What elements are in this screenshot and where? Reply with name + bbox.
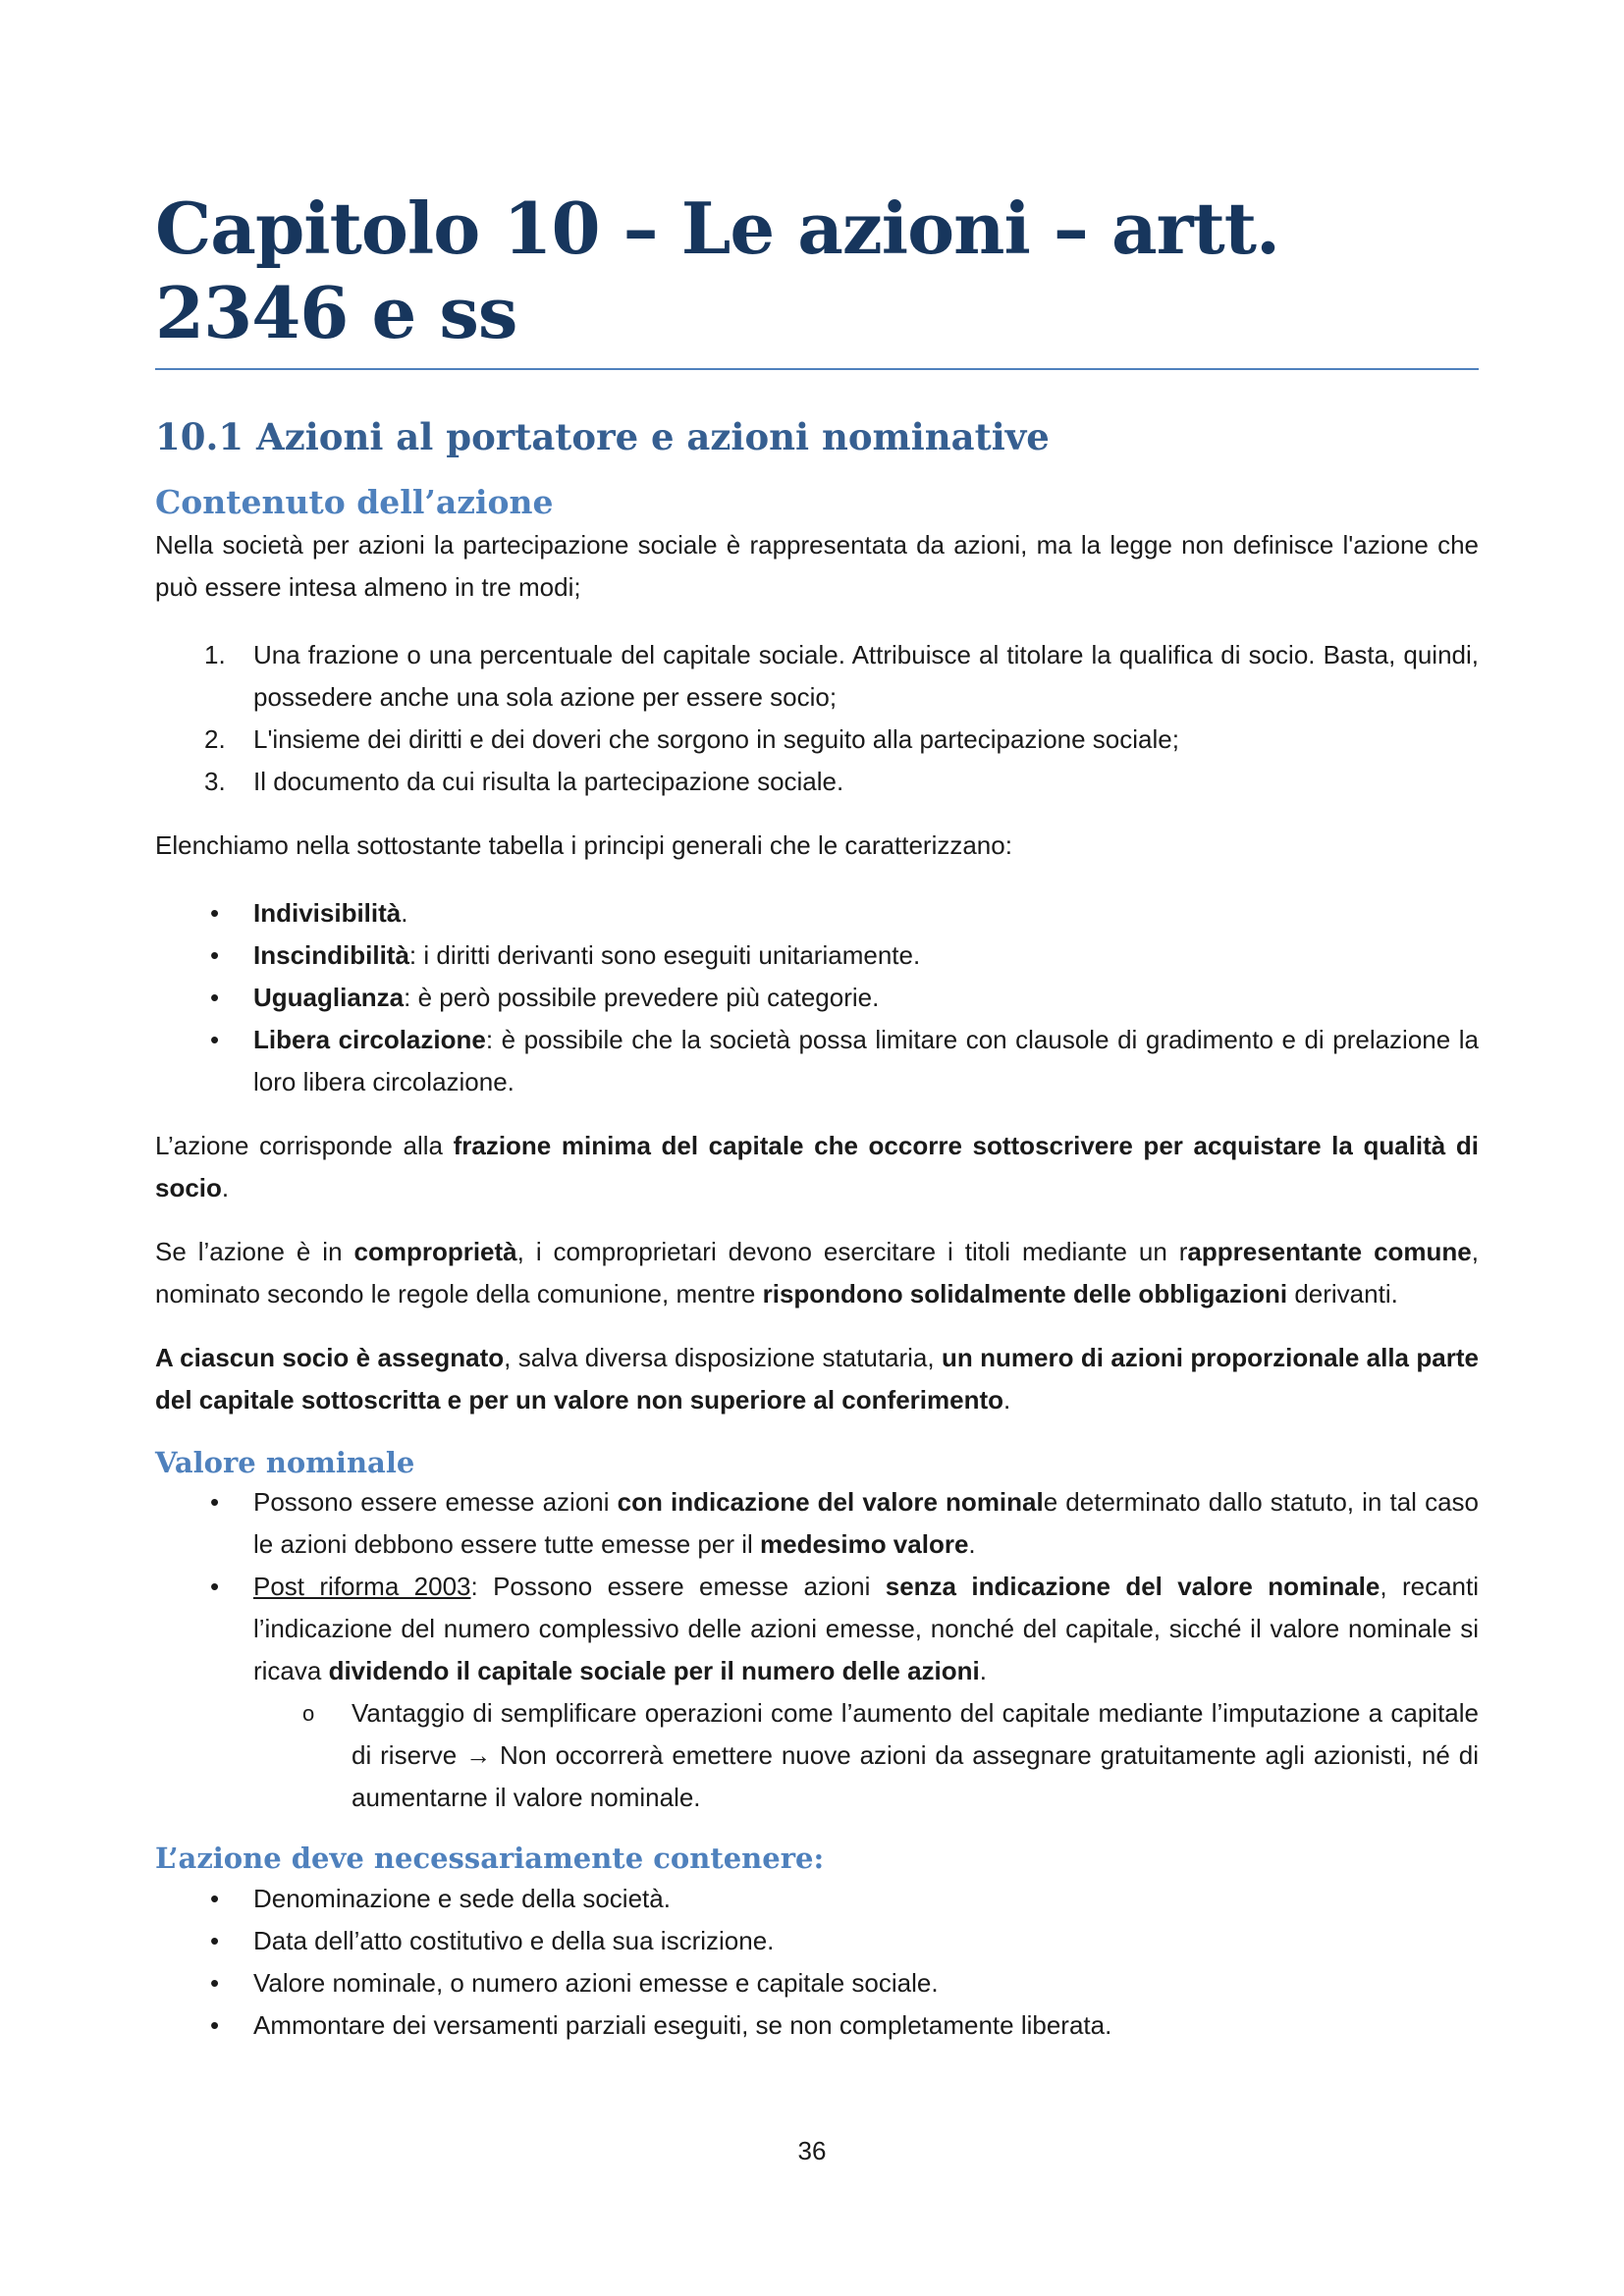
bullet-icon: •	[210, 939, 220, 970]
list-item: • Uguaglianza: è però possibile prevedere più categorie.	[155, 977, 1479, 1019]
bullet-icon: •	[210, 1926, 220, 1956]
subsection-heading-valore-nominale: Valore nominale	[155, 1445, 415, 1479]
list-item: • Ammontare dei versamenti parziali eseguiti, se non completamente liberata.	[155, 2004, 1479, 2047]
list-item: • Valore nominale, o numero azioni emesse e capitale sociale.	[155, 1962, 1479, 2004]
chapter-title: Capitolo 10 – Le azioni – artt. 2346 e ss	[155, 187, 1479, 370]
meanings-list	[155, 634, 1479, 803]
bullet-icon: •	[210, 1487, 220, 1518]
subsection-heading-contenuto-azione: L’azione deve necessariamente contenere:	[155, 1842, 825, 1876]
list-item: • Inscindibilità: i diritti derivanti sono eseguiti unitariamente.	[155, 934, 1479, 977]
list-item: • Denominazione e sede della società.	[155, 1878, 1479, 1920]
contenuto-azione-list	[155, 1878, 1479, 2047]
bullet-icon: •	[210, 897, 220, 928]
subsection-heading-contenuto: Contenuto dell’azione	[155, 482, 554, 521]
paragraph-comproprieta: Se l’azione è in comproprietà, i comproprietari devono esercitare i titoli mediante un rappresentante comune, nominato secondo le regole della comunione, mentre rispondono solidalmente delle obbligazioni derivanti.	[155, 1236, 1479, 1308]
list-item: 3. Il documento da cui risulta la partecipazione sociale.	[204, 766, 844, 796]
paragraph-frazione: L’azione corrisponde alla frazione minima del capitale che occorre sottoscrivere per acquistare la qualità di socio.	[155, 1130, 1479, 1202]
list-item: 2. L'insieme dei diritti e dei doveri che sorgono in seguito alla partecipazione sociale;	[204, 723, 1179, 754]
list-item: 1. Una frazione o una percentuale del capitale sociale. Attribuisce al titolare la qualifica di socio. Basta, quindi, possedere anche una sola azione per essere socio;	[204, 639, 1479, 712]
intro-paragraph: Nella società per azioni la partecipazione sociale è rappresentata da azioni, ma la legge non definisce l'azione che può essere intesa almeno in tre modi;	[155, 529, 1479, 602]
page-number: 36	[797, 2136, 827, 2165]
list-item: • Libera circolazione: è possibile che la società possa limitare con clausole di gradimento e di prelazione la loro libera circolazione.	[155, 1019, 1479, 1103]
list-item: • Post riforma 2003: Possono essere emesse azioni senza indicazione del valore nominale, recanti l’indicazione del numero complessivo delle azioni emesse, nonché del capitale, sicché il valore nominale si ricava dividendo il capitale sociale per il numero delle azioni.	[155, 1566, 1479, 1692]
page-content	[155, 187, 1479, 2068]
list-item: • Data dell’atto costitutivo e della sua iscrizione.	[155, 1920, 1479, 1962]
principles-list	[155, 892, 1479, 1103]
bullet-icon: •	[210, 1572, 220, 1602]
section-heading: 10.1 Azioni al portatore e azioni nominative	[155, 414, 1050, 458]
principles-intro: Elenchiamo nella sottostante tabella i principi generali che le caratterizzano:	[155, 829, 1012, 860]
bullet-icon: •	[210, 982, 220, 1012]
list-subitem: o Vantaggio di semplificare operazioni come l’aumento del capitale mediante l’imputazione a capitale di riserve → Non occorrerà emettere nuove azioni da assegnare gratuitamente agli azionisti, né di aumentarne il valore nominale.	[155, 1692, 1479, 1819]
bullet-icon: •	[210, 1024, 220, 1054]
circle-bullet-icon: o	[302, 1701, 315, 1727]
paragraph-assegnazione: A ciascun socio è assegnato, salva diversa disposizione statutaria, un numero di azioni proporzionale alla parte del capitale sottoscritta e per un valore non superiore al conferimento.	[155, 1342, 1479, 1415]
list-item: • Indivisibilità.	[155, 892, 1479, 934]
bullet-icon: •	[210, 2010, 220, 2041]
valore-nominale-list	[155, 1481, 1479, 1819]
bullet-icon: •	[210, 1968, 220, 1999]
list-item: • Possono essere emesse azioni con indicazione del valore nominale determinato dallo statuto, in tal caso le azioni debbono essere tutte emesse per il medesimo valore.	[155, 1481, 1479, 1566]
bullet-icon: •	[210, 1884, 220, 1914]
